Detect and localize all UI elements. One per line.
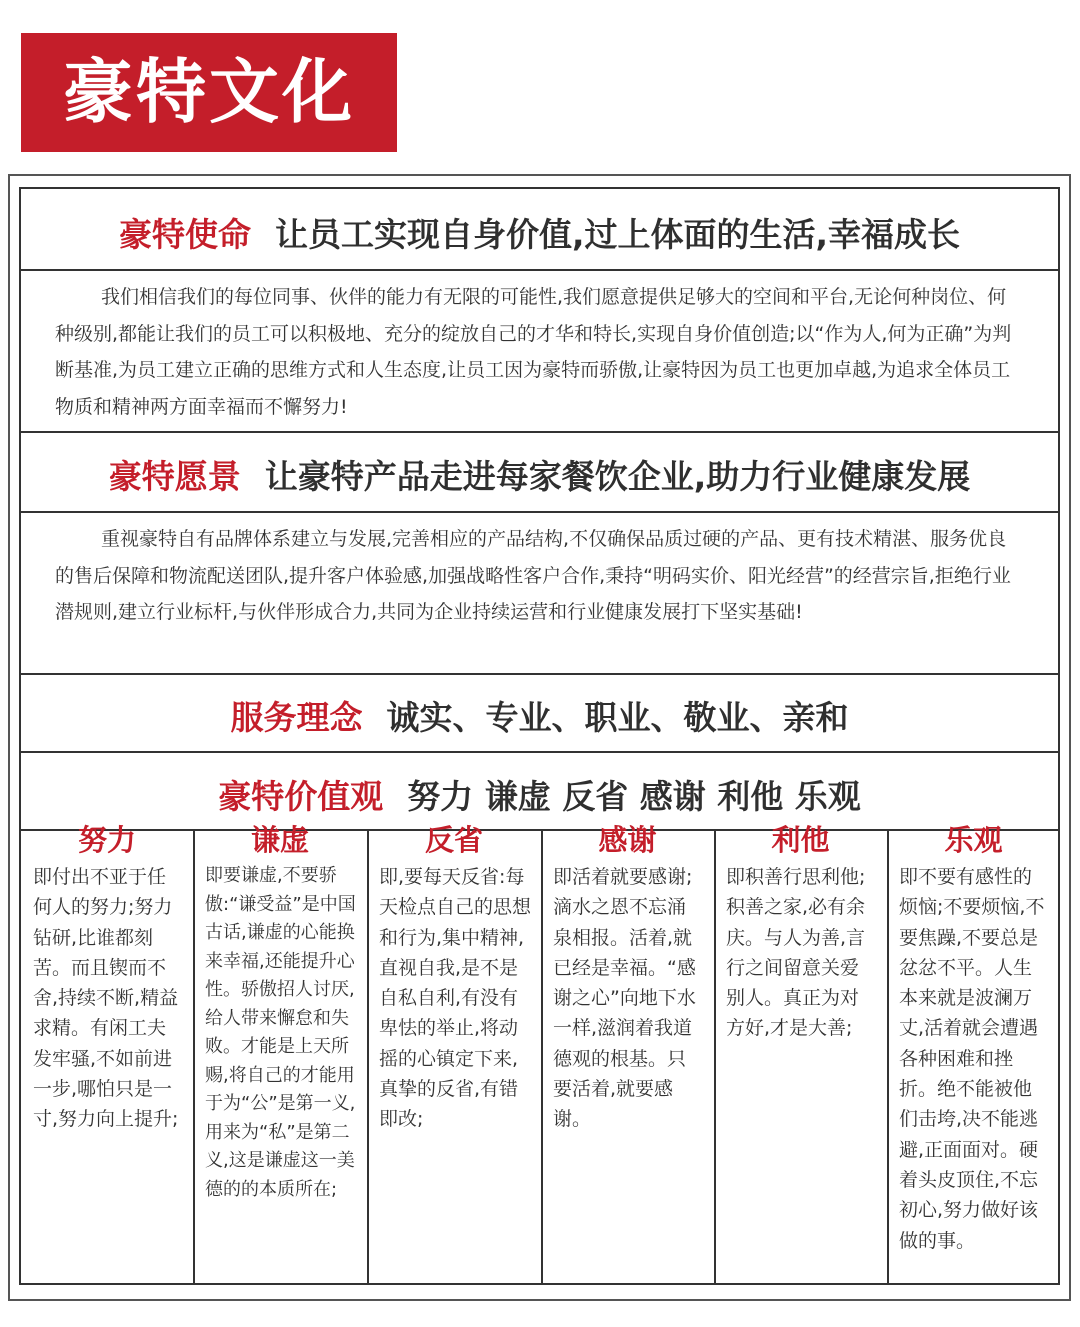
value-text: 即不要有感性的烦恼;不要烦恼,不要焦躁,不要总是忿忿不平。人生本来就是波澜万丈,活着就会遭遇各种困难和挫折。绝不能被他们击垮,决不能逃避,正面面对。硬着头皮顶住,不忘初心,努力做好该做的事。 [899, 866, 1045, 1252]
mission-slogan: 让员工实现自身价值,过上体面的生活,幸福成长 [274, 215, 961, 254]
value-text: 即要谦虚,不要骄傲:“谦受益”是中国古话,谦虚的心能换来幸福,还能提升心性。骄傲招人讨厌,给人带来懈怠和失败。才能是上天所赐,将自己的才能用于为“公”是第一义,用来为“私”是第二义,这是谦虚这一美德的的本质所在; [205, 865, 356, 1200]
mission-label: 豪特使命 [118, 215, 251, 254]
value-text: 即活着就要感谢;滴水之恩不忘涌泉相报。活着,就已经是幸福。“感谢之心”向地下水一样,滋润着我道德观的根基。只要活着,就要感谢。 [553, 866, 696, 1131]
divider [21, 751, 1058, 753]
values-label: 豪特价值观 [218, 777, 384, 816]
vision-text: 重视豪特自有品牌体系建立与发展,完善相应的产品结构,不仅确保品质过硬的产品、更有技术精湛、服务优良的售后保障和物流配送团队,提升客户体验感,加强战略性客户合作,秉持“明码实价、阳光经营”的经营宗旨,拒绝行业潜规则,建立行业标杆,与伙伴形成合力,共同为企业持续运营和行业健康发展打下坚实基础! [55, 528, 1011, 623]
value-column-effort [21, 810, 193, 1135]
value-column-modesty [193, 810, 367, 1204]
service-slogan: 诚实、专业、职业、敬业、亲和 [386, 698, 849, 737]
service-heading [21, 692, 1058, 739]
value-title: 反省 [424, 823, 483, 857]
vision-label: 豪特愿景 [108, 457, 241, 496]
value-column-optimism [887, 810, 1060, 1256]
value-text: 即,要每天反省:每天检点自己的思想和行为,集中精神,直视自我,是不是自私自利,有没有卑怯的举止,将动摇的心镇定下来,真挚的反省,有错即改; [379, 866, 532, 1131]
value-text: 即付出不亚于任何人的努力;努力钻研,比谁都刻苦。而且锲而不舍,持续不断,精益求精。有闲工夫发牢骚,不如前进一步,哪怕只是一寸,努力向上提升; [33, 866, 179, 1131]
divider [21, 269, 1058, 271]
value-column-altruism [714, 810, 887, 1044]
divider [21, 431, 1058, 433]
divider [21, 511, 1058, 513]
value-title: 利他 [771, 823, 830, 857]
value-text: 即积善行思利他;积善之家,必有余庆。与人为善,言行之间留意关爱别人。真正为对方好,才是大善; [726, 866, 866, 1040]
value-column-reflection [367, 810, 541, 1135]
divider [21, 673, 1058, 675]
value-title: 努力 [77, 823, 136, 857]
values-slogan: 努力 谦虚 反省 感谢 利他 乐观 [407, 777, 861, 816]
value-title: 谦虚 [250, 823, 309, 857]
service-label: 服务理念 [230, 698, 363, 737]
mission-heading [21, 209, 1058, 256]
value-column-gratitude [541, 810, 714, 1135]
value-title: 感谢 [598, 823, 657, 857]
value-title: 乐观 [944, 823, 1003, 857]
mission-text: 我们相信我们的每位同事、伙伴的能力有无限的可能性,我们愿意提供足够大的空间和平台,无论何种岗位、何种级别,都能让我们的员工可以积极地、充分的绽放自己的才华和特长,实现自身价值创造;以“作为人,何为正确”为判断基准,为员工建立正确的思维方式和人生态度,让员工因为豪特而骄傲,让豪特因为员工也更加卓越,为追求全体员工物质和精神两方面幸福而不懈努力! [55, 286, 1012, 418]
vision-heading [21, 451, 1058, 498]
vision-slogan: 让豪特产品走进每家餐饮企业,助力行业健康发展 [264, 457, 971, 496]
page-title-banner: 豪特文化 [21, 33, 397, 152]
